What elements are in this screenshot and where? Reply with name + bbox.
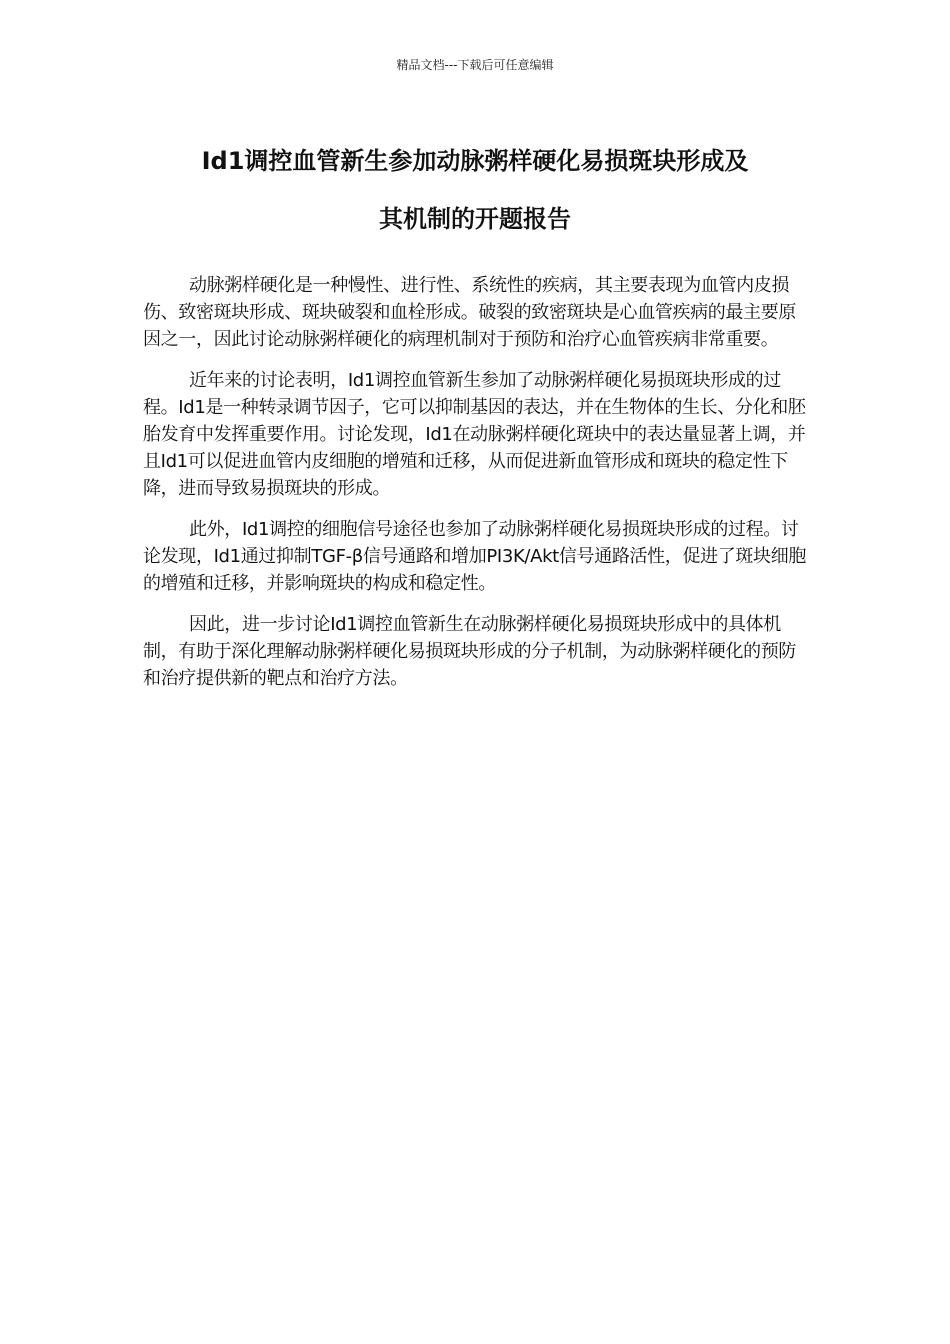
paragraph-4: 因此，进一步讨论Id1调控血管新生在动脉粥样硬化易损斑块形成中的具体机制，有助于深化理解动脉粥样硬化易损斑块形成的分子机制，为动脉粥样硬化的预防和治疗提供新的靶点和治疗方法。 xyxy=(143,614,797,689)
paragraph-1: 动脉粥样硬化是一种慢性、进行性、系统性的疾病，其主要表现为血管内皮损伤、致密斑块形成、斑块破裂和血栓形成。破裂的致密斑块是心血管疾病的最主要原因之一，因此讨论动脉粥样硬化的病理机制对于预防和治疗心血管疾病非常重要。 xyxy=(143,275,797,350)
document-body xyxy=(143,272,811,706)
header-note: 精品文档---下载后可任意编辑 xyxy=(396,58,554,72)
paragraph-3: 此外，Id1调控的细胞信号途径也参加了动脉粥样硬化易损斑块形成的过程。讨论发现，Id1通过抑制TGF-β信号通路和增加PI3K/Akt信号通路活性，促进了斑块细胞的增殖和迁移，并影响斑块的构成和稳定性。 xyxy=(143,519,806,594)
title-line-2: 其机制的开题报告 xyxy=(379,205,571,233)
title-line-1: Id1调控血管新生参加动脉粥样硬化易损斑块形成及 xyxy=(201,147,749,175)
paragraph-2: 近年来的讨论表明，Id1调控血管新生参加了动脉粥样硬化易损斑块形成的过程。Id1是一种转录调节因子，它可以抑制基因的表达，并在生物体的生长、分化和胚胎发育中发挥重要作用。讨论发现，Id1在动脉粥样硬化斑块中的表达量显著上调，并且Id1可以促进血管内皮细胞的增殖和迁移，从而促进新血管形成和斑块的稳定性下降，进而导致易损斑块的形成。 xyxy=(143,370,806,499)
document-title xyxy=(140,132,810,248)
